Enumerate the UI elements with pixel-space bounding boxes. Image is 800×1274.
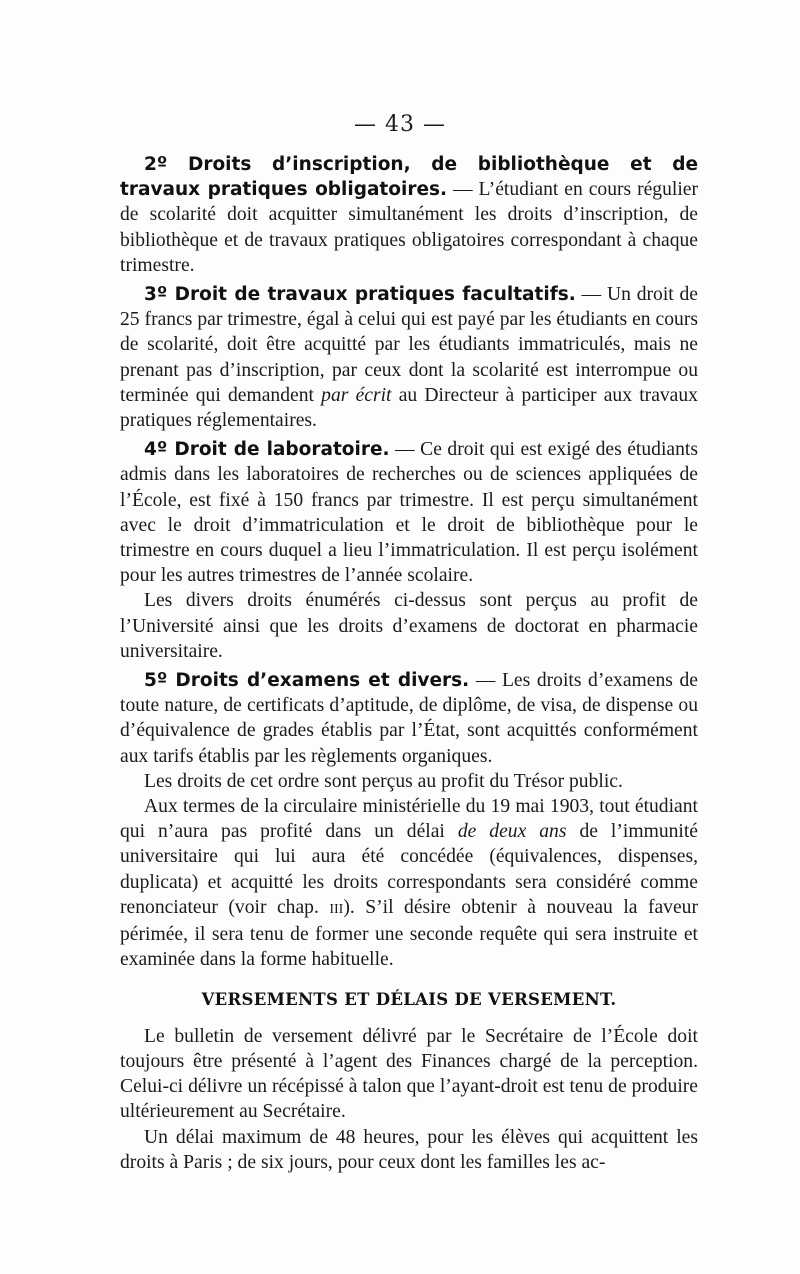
paragraph-divers-droits xyxy=(120,588,698,664)
paragraph-heading: 2º Droits d’inscription, de bibliothèque et de travaux pratiques obligatoires. xyxy=(120,154,698,201)
paragraph-travaux-pratiques xyxy=(120,282,698,433)
page-number: — 43 — xyxy=(354,112,446,137)
paragraph-text: — L’étudiant en cours régulier de scolarité doit acquitter simultanément les droits d’inscription, de bibliothèque et de travaux pratiques obligatoires correspondant à chaque trimestre. xyxy=(120,179,699,276)
paragraph-delai: Un délai maximum de 48 heures, pour les élèves qui acquittent les droits à Paris ; de six jours, pour ceux dont les familles les ac- xyxy=(120,1126,698,1173)
paragraph-text: — Un droit de 25 francs par trimestre, égal à celui qui est payé par les étudiants en cours de scolarité, doit être acquitté par les étudiants immatriculés, mais ne prenant pas d’inscription, par ceux dont la scolarité est interrompue ou terminée qui demandent xyxy=(120,284,699,406)
paragraph-text: Les divers droits énumérés ci-dessus sont perçus au profit de l’Université ainsi que les droits d’examens de doctorat en pharmacie universitaire. xyxy=(120,590,698,662)
paragraph-laboratoire xyxy=(120,437,698,588)
paragraph-text: ). S’il désire obtenir à nouveau la faveur périmée, il sera tenu de former une seconde requête qui sera instruite et examinée dans la forme habituelle. xyxy=(120,896,698,971)
chapter-numeral: III xyxy=(329,901,344,917)
paragraph-text: — Ce droit qui est exigé des étudiants admis dans les laboratoires de recherches ou de sciences appliquées de l’École, est fixé à 150 francs par trimestre. Il est perçu simultanément avec le droit d’immatriculation et le droit de bibliothèque pour le trimestre en cours duquel a lieu l’immatriculation. Il est perçu isolément pour les autres trimestres de l’année scolaire. xyxy=(120,439,698,587)
text-body xyxy=(120,152,698,1175)
paragraph-text: au Directeur à participer aux travaux pratiques réglementaires. xyxy=(120,384,698,432)
paragraph-inscription xyxy=(120,152,698,278)
emphasis-text: de deux ans xyxy=(457,821,567,843)
paragraph-bulletin: Le bulletin de versement délivré par le Secrétaire de l’École doit toujours être présenté à l’agent des Finances chargé de la perception. Celui-ci délivre un récépissé à talon que l’ayant-droit est tenu de produire ultérieurement au Secrétaire. xyxy=(120,1025,698,1123)
section-title: VERSEMENTS ET DÉLAIS DE VERSEMENT. xyxy=(201,989,617,1009)
paragraph-heading: 5º Droits d’examens et divers. xyxy=(144,670,470,692)
paragraph-tresor-public xyxy=(120,769,698,794)
paragraph-text: Aux termes de la circulaire ministérielle du 19 mai 1903, tout étudiant qui n’aura pas profité dans un délai xyxy=(120,796,698,843)
paragraph-heading: 4º Droit de laboratoire. xyxy=(144,439,390,461)
paragraph-text: de l’immunité universitaire qui lui aura été concédée (équivalences, dispenses, duplicata) et acquitté les droits correspondants sera considéré comme renonciateur (voir chap. xyxy=(120,821,698,918)
paragraph-circulaire xyxy=(120,794,698,972)
paragraph-text: — Les droits d’examens de toute nature, de certificats d’aptitude, de diplôme, de visa, de dispense ou d’équivalence de grades établis par l’État, sont acquittés conformément aux tarifs établis par les règlements organiques. xyxy=(120,670,698,767)
paragraph-text: Les droits de cet ordre sont perçus au profit du Trésor public. xyxy=(144,770,623,792)
paragraph-examens xyxy=(120,668,698,769)
emphasis-text: par écrit xyxy=(321,384,392,406)
paragraph-heading: 3º Droit de travaux pratiques facultatifs. xyxy=(144,284,576,306)
